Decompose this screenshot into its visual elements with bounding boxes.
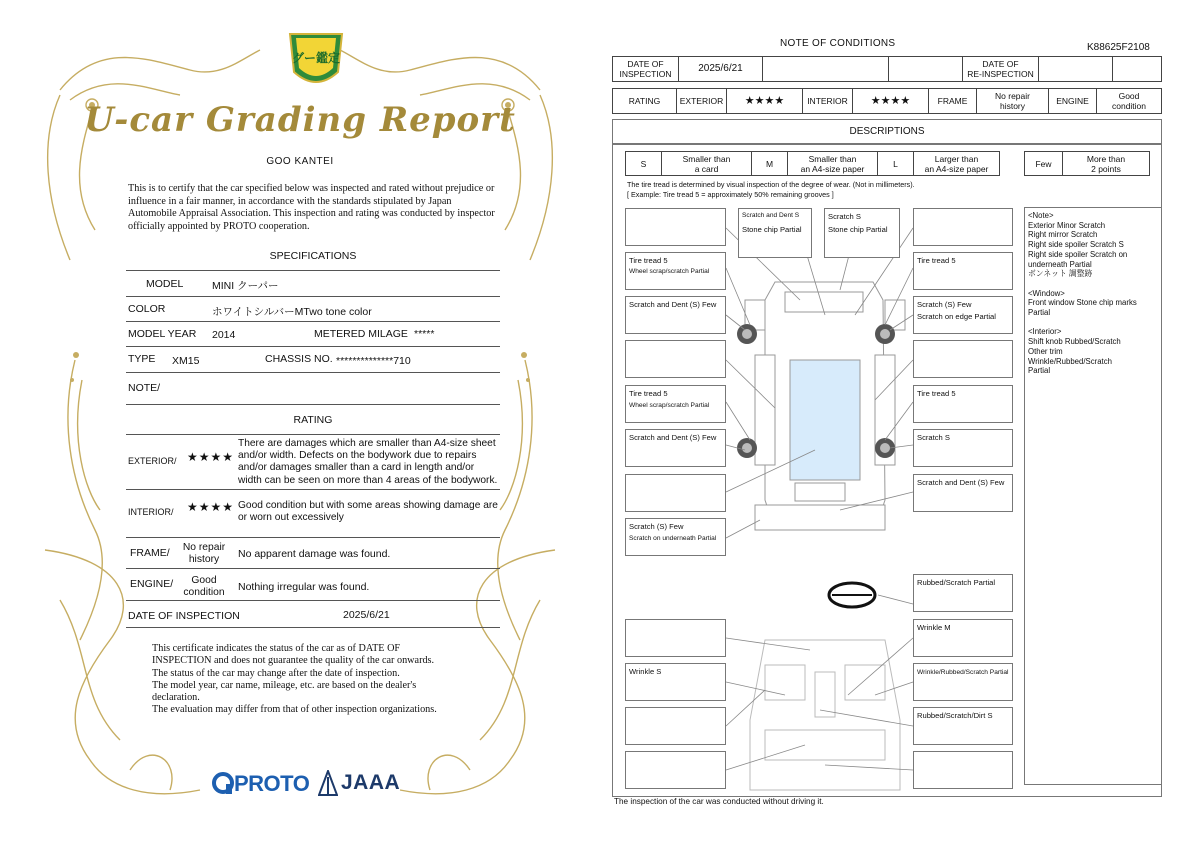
note-label: NOTE/ [128, 382, 161, 394]
interior-stars: ★★★★ [853, 89, 929, 114]
condition-box-empty [625, 619, 726, 657]
divider [126, 270, 500, 271]
footer-note: The inspection of the car was conducted without driving it. [614, 797, 824, 806]
report-subtitle: GOO KANTEI [266, 156, 334, 167]
divider [126, 296, 500, 297]
note-of-conditions-sheet [600, 0, 1200, 848]
rating-heading: RATING [293, 414, 333, 426]
badge-text: グー鑑定 [291, 51, 341, 65]
divider [126, 537, 500, 538]
model-year-value: 2014 [212, 329, 236, 341]
frame-description: No apparent damage was found. [238, 548, 391, 560]
note-line: Right side spoiler Scratch on [1028, 249, 1128, 259]
condition-box: Tire tread 5 [913, 385, 1013, 423]
engine-label: ENGINE [1049, 89, 1097, 114]
legend-s: S [626, 152, 662, 176]
divider [126, 627, 500, 628]
descriptions-heading: DESCRIPTIONS [849, 126, 925, 137]
engine-value-line2: condition [183, 587, 225, 598]
condition-box: Wrinkle M [913, 619, 1013, 657]
condition-box: Scratch (S) Few Scratch on underneath Partial [625, 518, 726, 556]
condition-box: Tire tread 5 Wheel scrap/scratch Partial [625, 385, 726, 423]
proto-logo-icon [212, 770, 234, 796]
note-line: <Note> [1028, 211, 1054, 220]
note-line: <Interior> [1028, 327, 1062, 337]
condition-box: Scratch S [913, 429, 1013, 467]
proto-logo: PROTO [234, 771, 310, 796]
condition-box: Rubbed/Scratch/Dirt S [913, 707, 1013, 745]
sheet-title: NOTE OF CONDITIONS [780, 38, 896, 49]
date-of-inspection-value: 2025/6/21 [679, 57, 763, 82]
condition-box: Wrinkle S [625, 663, 726, 701]
interior-label: INTERIOR/ [128, 507, 174, 517]
certificate-intro: This is to certify that the car specified below was inspected and rated without prejudice or influence in a fair manner, in accordance with the standards stipulated by Japan Automobile Appraisal Association. This inspection and rating was conducted by inspector officially appointed by PROTO cooperation. [128, 183, 495, 232]
note-line: Wrinkle/Rubbed/Scratch [1028, 356, 1112, 366]
jaaa-logo-icon [318, 770, 338, 796]
legend-few: Few [1025, 152, 1063, 176]
condition-box-empty [625, 340, 726, 378]
color-value: ホワイトシルバーMTwo tone color [212, 306, 372, 318]
condition-box-empty [913, 751, 1013, 789]
engine-description: Nothing irregular was found. [238, 581, 370, 593]
jaaa-logo: JAAA [341, 771, 401, 794]
tread-note: The tire tread is determined by visual inspection of the degree of wear. (Not in millimeters). [627, 180, 915, 189]
condition-box-empty [625, 751, 726, 789]
disclaimer-line: The evaluation may differ from that of other inspection organizations. [152, 704, 437, 716]
report-title: U-car Grading Report [84, 100, 516, 140]
legend-m-desc: Smaller than an A4-size paper [788, 152, 878, 176]
condition-box-empty [625, 707, 726, 745]
condition-box: Scratch and Dent (S) Few [625, 429, 726, 467]
divider [126, 321, 500, 322]
tread-example: [ Example: Tire tread 5 = approximately 50% remaining grooves ] [627, 190, 834, 199]
note-line: Partial [1028, 308, 1051, 318]
note-spacer [1028, 279, 1158, 289]
divider [126, 404, 500, 405]
divider [126, 372, 500, 373]
legend-l-desc: Larger than an A4-size paper [914, 152, 1000, 176]
certificate-disclaimer [152, 643, 482, 717]
note-line: ボンネット 調整跡 [1028, 269, 1093, 279]
condition-box: Tire tread 5 [913, 252, 1013, 290]
legend-l: L [878, 152, 914, 176]
disclaimer-line: declaration. [152, 692, 200, 704]
engine-value-line1: Good [191, 575, 217, 586]
note-line: Partial [1028, 366, 1051, 376]
date-of-inspection-value: 2025/6/21 [343, 609, 390, 621]
interior-description: Good condition but with some areas showing damage are or worn out excessively [238, 500, 498, 524]
metered-milage-label: METERED MILAGE [314, 328, 408, 340]
note-panel [1024, 207, 1162, 785]
exterior-stars: ★★★★ [727, 89, 803, 114]
chassis-label: CHASSIS NO. [265, 353, 333, 365]
note-line: Other trim [1028, 346, 1063, 356]
divider [126, 434, 500, 435]
disclaimer-line: INSPECTION and does not guarantee the quality of the car onwards. [152, 655, 435, 667]
divider [126, 489, 500, 490]
note-line: Right mirror Scratch [1028, 230, 1098, 240]
disclaimer-line: The status of the car may change after the date of inspection. [152, 667, 400, 679]
note-line: Front window Stone chip marks [1028, 298, 1137, 308]
type-value: XM15 [172, 355, 200, 367]
condition-box: Scratch and Dent (S) Few [913, 474, 1013, 512]
frame-label: FRAME [929, 89, 977, 114]
interior-label: INTERIOR [803, 89, 853, 114]
note-line: Shift knob Rubbed/Scratch [1028, 337, 1121, 347]
type-label: TYPE [128, 353, 156, 365]
frame-value-line1: No repair [182, 542, 226, 553]
interior-stars: ★★★★ [187, 500, 235, 514]
engine-value: Good condition [1097, 89, 1162, 114]
date-of-reinspection-label: DATE OF RE-INSPECTION [963, 57, 1039, 82]
condition-box-empty [913, 340, 1013, 378]
exterior-label: EXTERIOR [677, 89, 727, 114]
date-of-inspection-label: DATE OF INSPECTION [128, 610, 240, 622]
rating-label: RATING [613, 89, 677, 114]
condition-box-empty [913, 208, 1013, 246]
disclaimer-line: This certificate indicates the status of the car as of DATE OF [152, 643, 401, 654]
note-line: Exterior Minor Scratch [1028, 220, 1106, 230]
divider [126, 568, 500, 569]
legend-m: M [752, 152, 788, 176]
date-of-inspection-label: DATE OF INSPECTION [613, 57, 679, 82]
condition-box: Rubbed/Scratch Partial [913, 574, 1013, 612]
specifications-heading: SPECIFICATIONS [269, 250, 357, 262]
note-line: Right side spoiler Scratch S [1028, 240, 1124, 250]
condition-box: Tire tread 5 Wheel scrap/scratch Partial [625, 252, 726, 290]
note-line: <Window> [1028, 288, 1065, 298]
legend-s-desc: Smaller than a card [662, 152, 752, 176]
condition-box: Scratch and Dent (S) Few [625, 296, 726, 334]
frame-label: FRAME/ [130, 547, 170, 559]
condition-box: Scratch and Dent S Stone chip Partial [738, 208, 812, 258]
engine-label: ENGINE/ [130, 578, 174, 590]
condition-box: Scratch (S) Few Scratch on edge Partial [913, 296, 1013, 334]
frame-value: No repair history [977, 89, 1049, 114]
frame-value-line2: history [188, 554, 220, 565]
note-spacer [1028, 318, 1158, 328]
divider [126, 346, 500, 347]
frame-value [174, 542, 234, 566]
model-label: MODEL [146, 278, 184, 290]
legend-few-desc: More than 2 points [1063, 152, 1150, 176]
reference-number: K88625F2108 [1087, 42, 1150, 53]
note-line: underneath Partial [1028, 259, 1092, 269]
model-year-label: MODEL YEAR [128, 328, 197, 340]
exterior-stars: ★★★★ [187, 450, 235, 464]
exterior-label: EXTERIOR/ [128, 456, 177, 466]
condition-box-empty [625, 474, 726, 512]
metered-milage-value: ***** [414, 328, 435, 340]
condition-box: Scratch S Stone chip Partial [824, 208, 900, 258]
condition-box: Wrinkle/Rubbed/Scratch Partial [913, 663, 1013, 701]
engine-value [174, 575, 234, 599]
color-label: COLOR [128, 303, 166, 315]
disclaimer-line: The model year, car name, mileage, etc. are based on the dealer's [152, 679, 417, 691]
model-value: MINI クーパー [212, 280, 279, 292]
condition-box-empty [625, 208, 726, 246]
divider [126, 600, 500, 601]
chassis-value: **************710 [336, 355, 411, 367]
exterior-description: There are damages which are smaller than A4-size sheet and/or width. Defects on the bodywork due to repairs and/or damages smaller than a card in length and/or width can be seen on more than 4 areas of the bodywork. [238, 438, 498, 486]
